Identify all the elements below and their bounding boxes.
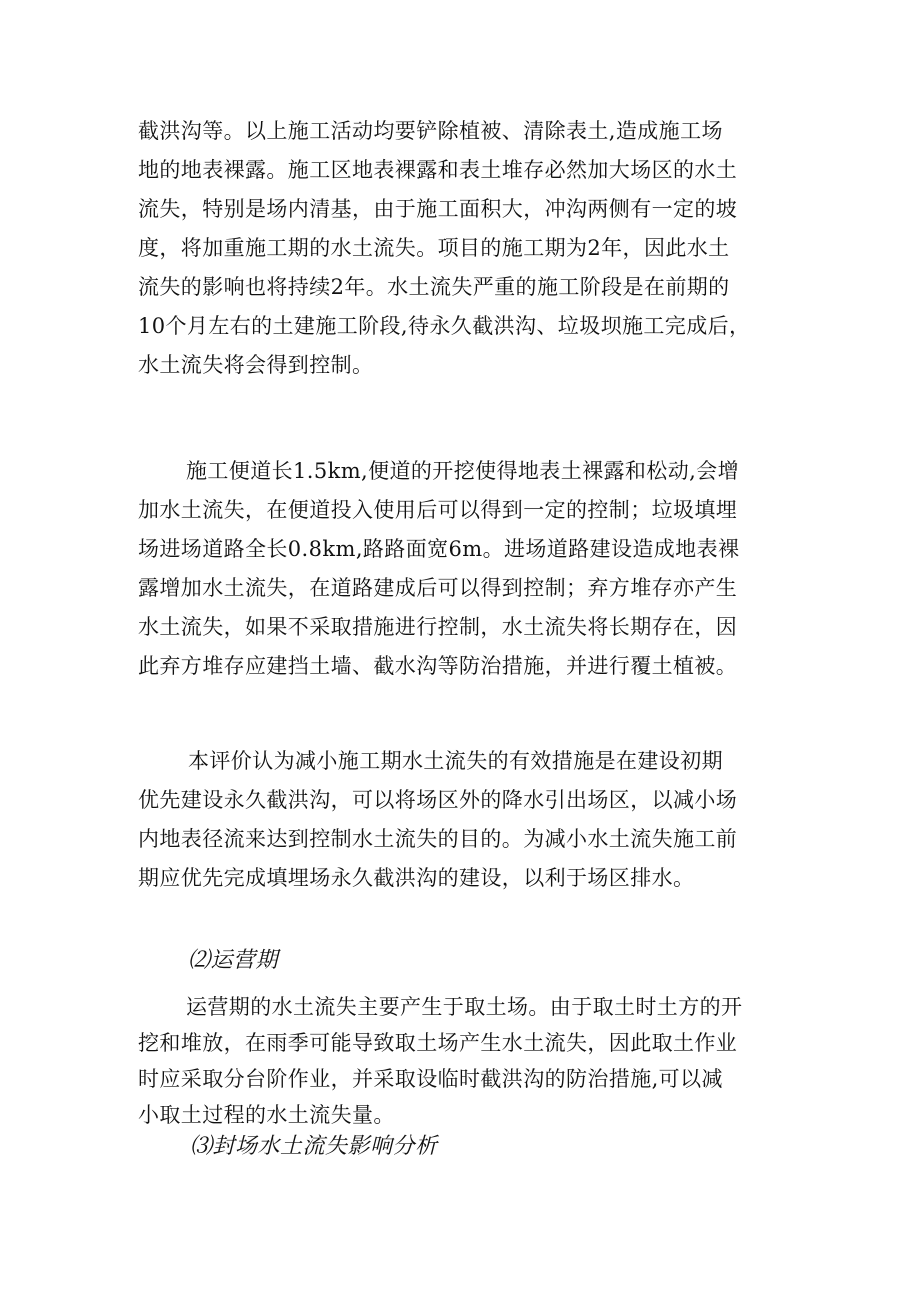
text-line: 优先建设永久截洪沟，可以将场区外的降水引出场区，以减小场	[138, 788, 738, 812]
text-line: 截洪沟等。以上施工活动均要铲除植被、清除表土,造成施工场	[138, 119, 723, 143]
text-line: 露增加水土流失，在道路建成后可以得到控制；弃方堆存亦产生	[138, 576, 738, 600]
text-line: 挖和堆放，在雨季可能导致取土场产生水土流失，因此取土作业	[138, 1031, 738, 1055]
text-line: 水土流失，如果不采取措施进行控制，水土流失将长期存在，因	[138, 615, 738, 639]
text-line: 地的地表裸露。施工区地表裸露和表土堆存必然加大场区的水土	[138, 158, 738, 182]
text-line: 期应优先完成填埋场永久截洪沟的建设，以利于场区排水。	[138, 866, 695, 890]
text-line: 加水土流失，在便道投入使用后可以得到一定的控制；垃圾填埋	[138, 498, 738, 522]
text-line: 施工便道长1.5km,便道的开挖使得地表土裸露和松动,会增	[186, 459, 739, 483]
paragraph-construction-impact	[138, 112, 750, 385]
paragraph-operation-period	[138, 989, 742, 1133]
text-line: 此弃方堆存应建挡土墙、截水沟等防治措施，并进行覆土植被。	[138, 654, 738, 678]
text-line: 水土流失将会得到控制。	[138, 353, 374, 377]
text-line: 流失，特别是场内清基，由于施工面积大，冲沟两侧有一定的坡	[138, 197, 738, 221]
section-heading-operation-period: ⑵运营期	[188, 948, 279, 973]
text-line: 内地表径流来达到控制水土流失的目的。为减小水土流失施工前	[138, 827, 738, 851]
paragraph-access-road	[138, 452, 739, 686]
text-line: 度，将加重施工期的水土流失。项目的施工期为2年，因此水土	[138, 236, 730, 260]
paragraph-mitigation	[138, 742, 737, 898]
text-line: 时应采取分台阶作业，并采取设临时截洪沟的防治措施,可以减	[138, 1067, 723, 1091]
text-line: 流失的影响也将持续2年。水土流失严重的施工阶段是在前期的	[138, 275, 730, 299]
section-heading-closure-analysis: ⑶封场水土流失影响分析	[190, 1134, 438, 1159]
text-line: 10个月左右的土建施工阶段,待永久截洪沟、垃圾坝施工完成后，	[138, 314, 751, 338]
text-line: 场进场道路全长0.8km,路路面宽6m。进场道路建设造成地表裸	[138, 537, 740, 561]
text-line: 运营期的水土流失主要产生于取土场。由于取土时土方的开	[186, 995, 743, 1019]
text-line: 小取土过程的水土流失量。	[138, 1103, 395, 1127]
text-line: 本评价认为减小施工期水土流失的有效措施是在建设初期	[188, 749, 723, 773]
